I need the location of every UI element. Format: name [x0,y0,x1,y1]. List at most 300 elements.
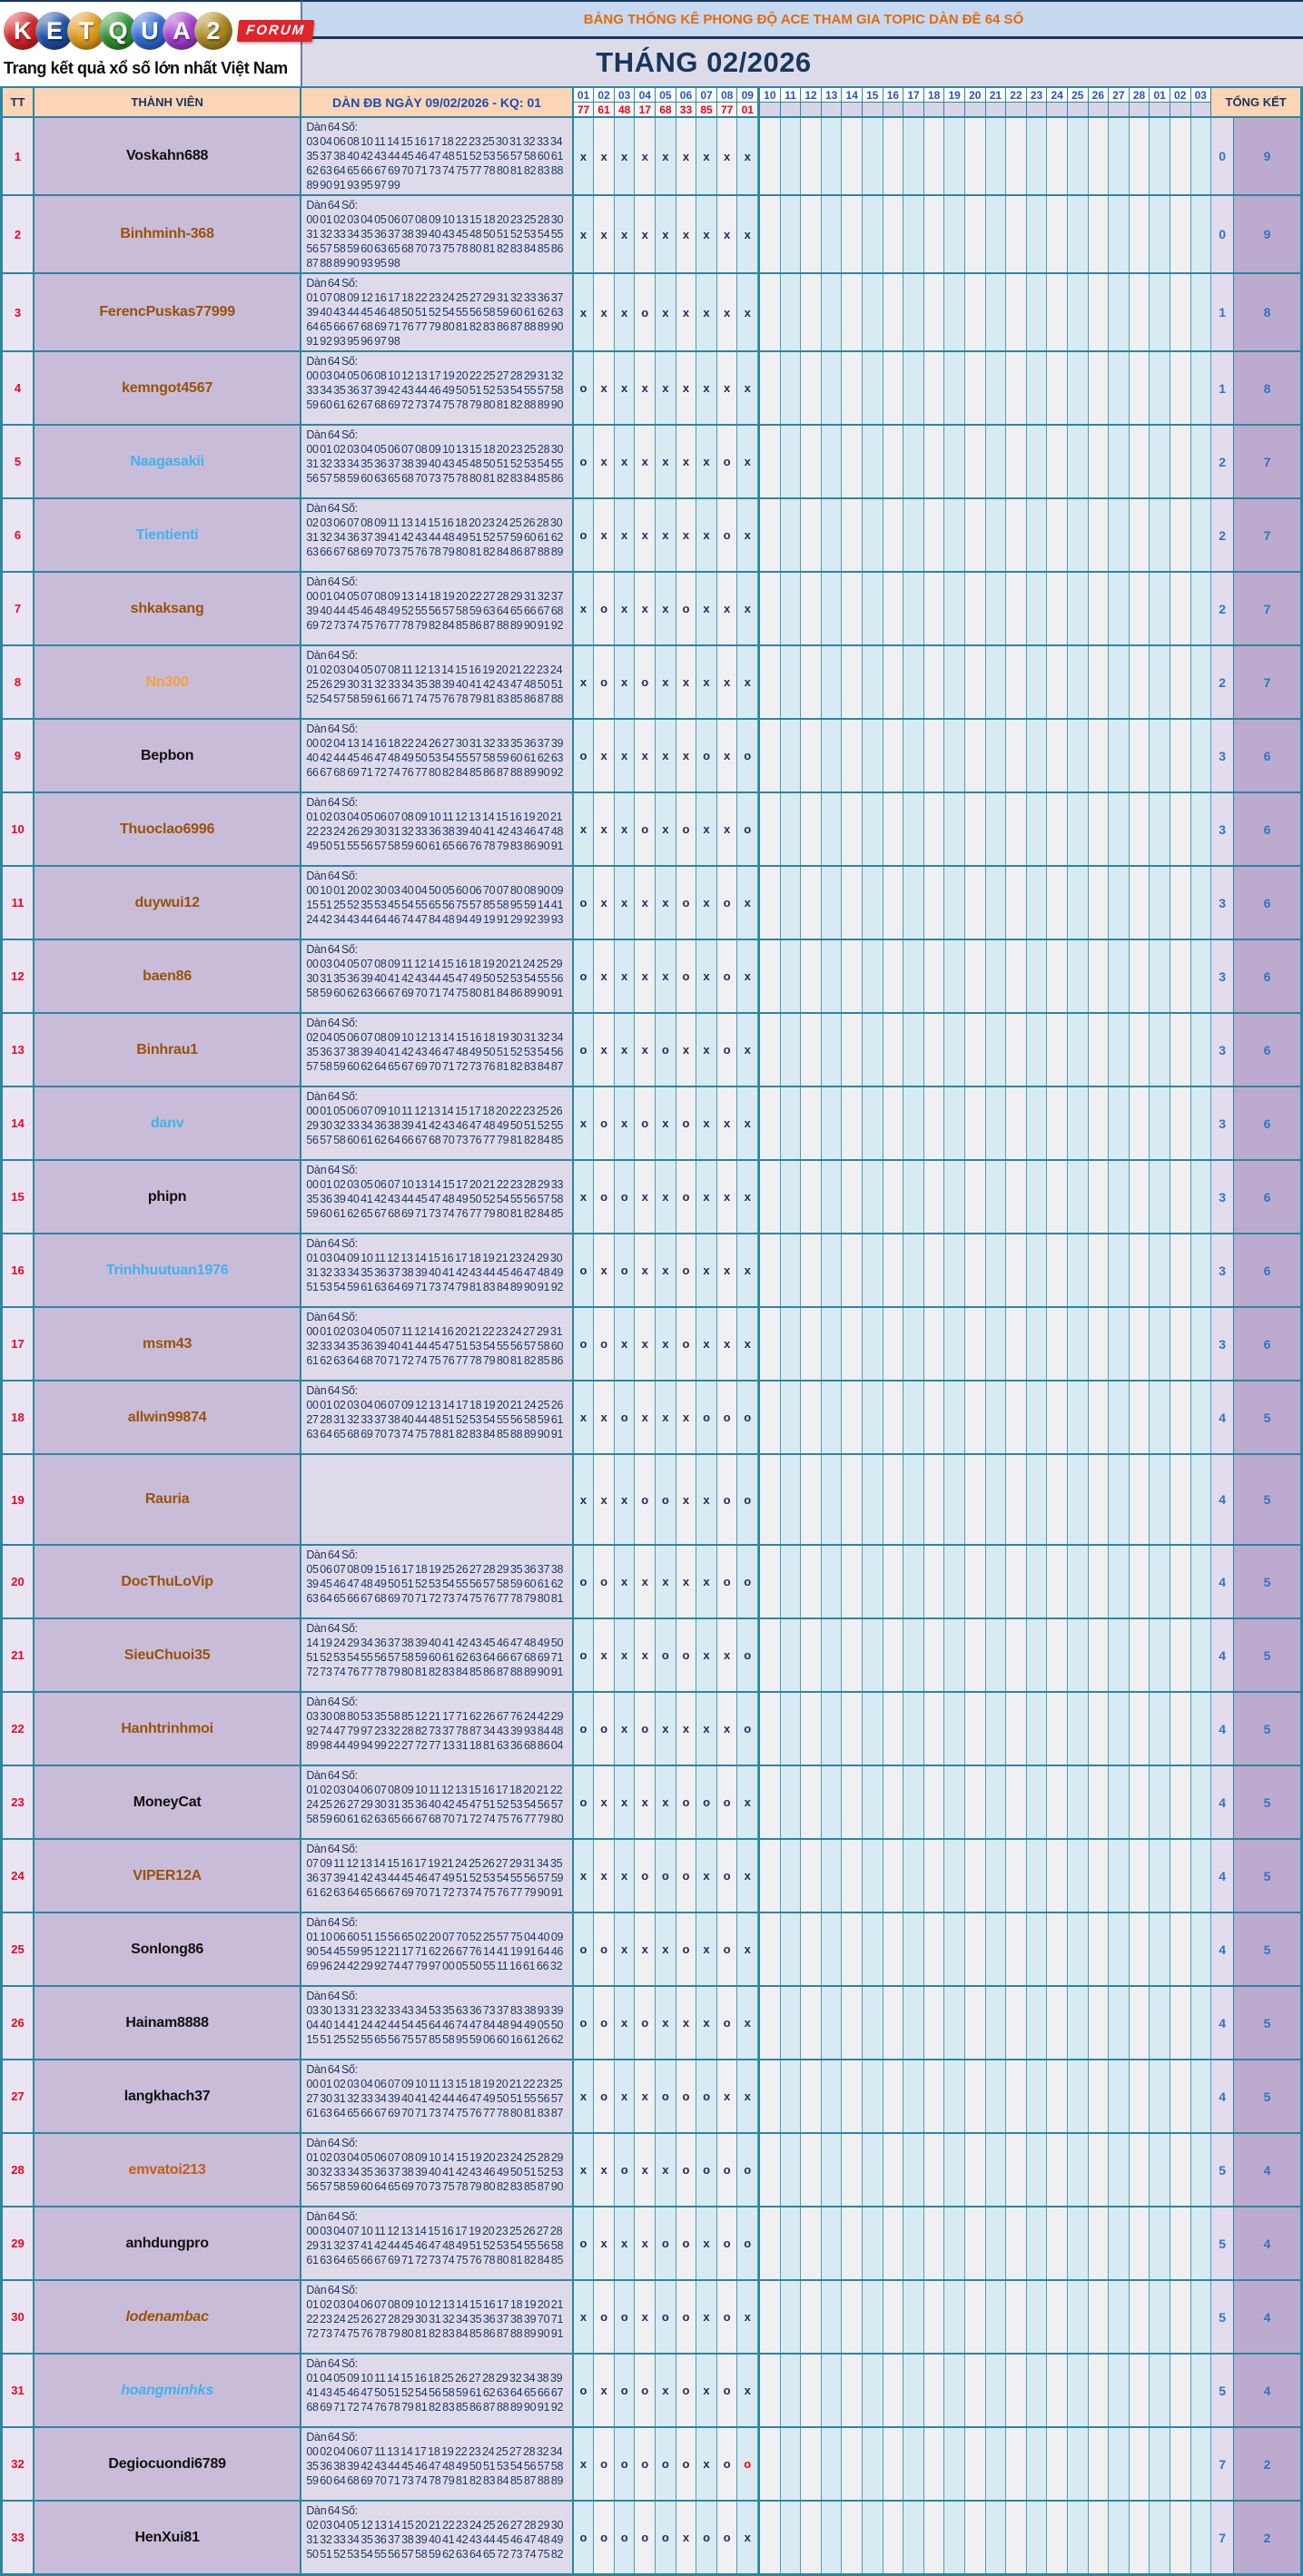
member-name: allwin99874 [127,1409,207,1425]
mark-cell-x: x [696,1840,717,1912]
mark-cell-empty [903,1455,924,1544]
mark-cell-empty [758,2060,781,2132]
forum-badge[interactable]: FORUM [237,20,315,42]
row-index: 25 [3,1913,35,1985]
row-index: 29 [3,2207,35,2279]
mark-cell-x: x [615,867,636,939]
table-row [3,2279,1300,2353]
mark-cell-empty [1150,196,1170,272]
mark-cell-empty [965,1619,986,1691]
mark-cell-empty [781,940,802,1012]
mark-cell-x: x [696,1455,717,1544]
set-line: 14 19 24 29 34 36 37 38 39 40 41 42 43 45 46 47 48 49 50 [306,1637,564,1649]
mark-cell-empty [986,573,1007,644]
mark-cell-empty [924,646,945,718]
mark-cell-empty [1150,1014,1170,1086]
mark-cell-x: x [594,1234,615,1306]
mark-cell-empty [986,352,1007,424]
set-line: 39 40 43 44 45 46 48 50 51 52 54 55 56 58 59 60 61 62 63 [306,306,564,319]
mark-cell-x: x [676,1381,697,1453]
number-set-cell [301,2355,573,2426]
mark-cell-x: x [696,940,717,1012]
marks-strip [574,1308,1212,1380]
mark-cell-empty [801,720,822,791]
member-cell [35,499,301,571]
kq-value-cell [801,103,822,116]
mark-cell-empty [1089,118,1110,194]
mark-cell-empty [1047,1840,1068,1912]
number-set-cell [301,499,573,571]
mark-cell-empty [781,1913,802,1985]
set-line: 61 63 64 65 66 67 69 71 72 73 74 75 76 78 80 81 82 84 85 [306,2254,564,2266]
mark-cell-x: x [635,118,656,194]
mark-cell-empty [781,426,802,497]
mark-cell-empty [1170,720,1191,791]
mark-cell-empty [883,940,904,1012]
mark-cell-empty [965,1455,986,1544]
mark-cell-empty [822,2134,843,2206]
row-index: 15 [3,1161,35,1233]
mark-cell-empty [965,1234,986,1306]
mark-cell-empty [1150,352,1170,424]
mark-cell-o: o [574,1766,595,1838]
mark-cell-x: x [696,1693,717,1765]
mark-cell-empty [1068,2355,1089,2426]
mark-cell-empty [801,426,822,497]
mark-cell-empty [883,1987,904,2059]
mark-cell-empty [1068,352,1089,424]
mark-cell-empty [1006,1766,1027,1838]
mark-cell-empty [1130,573,1150,644]
kq-value-cell: 17 [635,103,656,116]
mark-cell-empty [1130,1161,1150,1233]
number-set-cell [301,793,573,865]
mark-cell-empty [986,646,1007,718]
mark-cell-empty [883,2134,904,2206]
mark-cell-o: o [656,1014,676,1086]
mark-cell-empty [986,2134,1007,2206]
hit-count: 5 [1234,1619,1300,1691]
mark-cell-empty [883,793,904,865]
table-row [3,116,1300,194]
mark-cell-empty [1027,2428,1048,2500]
miss-count: 1 [1211,274,1234,350]
mark-cell-empty [1109,573,1130,644]
set-line: 03 30 08 80 53 35 58 85 12 21 17 71 62 26 67 76 24 42 29 [306,1710,564,1723]
mark-cell-empty [924,2060,945,2132]
kq-value-cell [944,103,965,116]
table-row [3,2353,1300,2426]
mark-cell-empty [758,1619,781,1691]
marks-strip [574,1913,1212,1985]
miss-count: 2 [1211,646,1234,718]
mark-cell-empty [944,720,965,791]
member-name: SieuChuoi35 [123,1647,211,1663]
kq-value-cell [781,103,802,116]
set-line: 31 32 33 34 35 36 37 38 39 40 43 45 48 50 51 52 53 54 55 [306,228,564,241]
mark-cell-x: x [574,2428,595,2500]
mark-cell-empty [1150,499,1170,571]
mark-cell-o: o [717,1913,738,1985]
member-cell [35,1308,301,1380]
hit-count: 2 [1234,2502,1300,2573]
mark-cell-empty [1027,1766,1048,1838]
mark-cell-empty [1170,2281,1191,2353]
mark-cell-x: x [635,2134,656,2206]
mark-cell-empty [758,426,781,497]
mark-cell-o: o [717,2134,738,2206]
set-label: Dàn 64 Số: [306,2504,358,2517]
kq-value-cell [758,103,781,116]
set-label: Dàn 64 Số: [306,1990,358,2002]
mark-cell-empty [1068,1381,1089,1453]
mark-cell-o: o [594,2060,615,2132]
set-line: 00 03 04 05 07 08 09 11 12 14 15 16 18 19 20 21 24 25 29 [306,958,563,970]
mark-cell-empty [924,1381,945,1453]
mark-cell-empty [822,2355,843,2426]
mark-cell-o: o [574,1308,595,1380]
hit-count: 2 [1234,2428,1300,2500]
mark-cell-empty [883,1381,904,1453]
mark-cell-empty [758,720,781,791]
mark-cell-empty [1130,1619,1150,1691]
marks-strip [574,1455,1212,1544]
mark-cell-empty [1089,274,1110,350]
set-line: 00 01 02 03 04 05 06 07 08 09 10 13 15 18 20 23 25 28 30 [306,443,564,456]
mark-cell-empty [781,352,802,424]
mark-cell-empty [1191,274,1212,350]
mark-cell-empty [1109,1234,1130,1306]
mark-cell-o: o [656,1840,676,1912]
kq-value-cell: 68 [656,103,676,116]
set-line: 00 01 02 03 04 06 07 09 10 11 13 15 18 19 20 21 22 23 25 [306,2078,563,2090]
mark-cell-empty [1170,1087,1191,1159]
mark-cell-empty [965,2428,986,2500]
mark-cell-empty [1170,1840,1191,1912]
mark-cell-empty [924,2281,945,2353]
mark-cell-empty [1047,2060,1068,2132]
set-line: 03 30 13 31 23 32 33 43 34 53 35 63 36 73 37 83 38 93 39 [306,2004,564,2017]
mark-cell-empty [944,2502,965,2573]
row-index: 18 [3,1381,35,1453]
table-row [3,272,1300,350]
mark-cell-x: x [574,274,595,350]
mark-cell-x: x [656,867,676,939]
table-row [3,2059,1300,2132]
set-line: 35 36 38 39 42 43 44 45 46 47 48 49 50 51 53 54 56 57 58 [306,2460,564,2473]
member-name: Hanhtrinhmoi [121,1720,213,1736]
mark-cell-x: x [635,1766,656,1838]
mark-cell-empty [758,940,781,1012]
marks-strip [574,1381,1212,1453]
mark-cell-empty [1006,573,1027,644]
mark-cell-empty [842,646,863,718]
mark-cell-empty [1047,2281,1068,2353]
mark-cell-empty [1170,1913,1191,1985]
mark-cell-empty [758,2502,781,2573]
member-cell [35,2207,301,2279]
mark-cell-empty [883,867,904,939]
mark-cell-empty [1170,1546,1191,1617]
mark-cell-empty [1027,2281,1048,2353]
mark-cell-x: x [656,646,676,718]
mark-cell-o: o [676,1234,697,1306]
mark-cell-empty [1027,196,1048,272]
mark-cell-x: x [737,2281,758,2353]
mark-cell-empty [1170,2355,1191,2426]
set-line: 36 37 39 41 42 43 44 45 46 47 49 51 52 53 54 55 56 57 59 [306,1872,564,1884]
mark-cell-x: x [656,1308,676,1380]
mark-cell-empty [781,118,802,194]
mark-cell-empty [1109,1840,1130,1912]
mark-cell-empty [1047,1913,1068,1985]
mark-cell-x: x [676,1455,697,1544]
member-cell [35,2428,301,2500]
mark-cell-empty [903,2428,924,2500]
mark-cell-x: x [635,867,656,939]
mark-cell-empty [1150,1987,1170,2059]
mark-cell-empty [1130,1546,1150,1617]
mark-cell-empty [986,2355,1007,2426]
number-set-cell [301,2060,573,2132]
mark-cell-x: x [635,2207,656,2279]
mark-cell-empty [1150,2134,1170,2206]
table-row [3,865,1300,939]
mark-cell-empty [883,196,904,272]
mark-cell-empty [1006,352,1027,424]
number-set-cell [301,352,573,424]
mark-cell-empty [903,1546,924,1617]
mark-cell-empty [1191,646,1212,718]
mark-cell-o: o [594,1087,615,1159]
hit-count: 5 [1234,1546,1300,1617]
miss-count: 5 [1211,2134,1234,2206]
mark-cell-empty [883,274,904,350]
mark-cell-x: x [656,274,676,350]
mark-cell-empty [1089,196,1110,272]
mark-cell-empty [965,2502,986,2573]
mark-cell-empty [781,1234,802,1306]
mark-cell-empty [1068,2134,1089,2206]
mark-cell-x: x [635,1619,656,1691]
mark-cell-empty [781,1766,802,1838]
mark-cell-empty [1027,2502,1048,2573]
mark-cell-empty [781,274,802,350]
mark-cell-o: o [615,2281,636,2353]
mark-cell-empty [924,1913,945,1985]
mark-cell-x: x [696,2207,717,2279]
mark-cell-empty [944,499,965,571]
mark-cell-empty [944,2134,965,2206]
mark-cell-empty [1191,1234,1212,1306]
set-label: Dàn 64 Số: [306,870,358,882]
mark-cell-x: x [615,118,636,194]
day-header-cell: 24 [1047,88,1068,102]
mark-cell-o: o [594,1546,615,1617]
mark-cell-empty [1109,2502,1130,2573]
mark-cell-o: o [615,2134,636,2206]
set-line: 22 23 24 26 29 30 31 32 33 36 38 39 40 41 42 43 46 47 48 [306,825,564,838]
mark-cell-empty [1068,2207,1089,2279]
mark-cell-empty [965,2281,986,2353]
mark-cell-empty [801,1381,822,1453]
mark-cell-o: o [676,1308,697,1380]
member-cell [35,1987,301,2059]
mark-cell-empty [1130,426,1150,497]
mark-cell-o: o [737,793,758,865]
mark-cell-x: x [676,499,697,571]
set-line: 01 02 03 04 06 07 08 09 10 11 12 13 15 16 17 18 20 21 22 [306,1784,563,1796]
mark-cell-x: x [737,1087,758,1159]
site-logo[interactable] [0,0,306,86]
mark-cell-x: x [676,2502,697,2573]
mark-cell-empty [1089,1987,1110,2059]
mark-cell-empty [842,1161,863,1233]
mark-cell-empty [842,499,863,571]
kq-result-row [574,103,1212,116]
marks-strip [574,2281,1212,2353]
mark-cell-o: o [635,274,656,350]
mark-cell-x: x [635,499,656,571]
mark-cell-empty [1150,1619,1170,1691]
mark-cell-x: x [615,2207,636,2279]
mark-cell-empty [863,1087,883,1159]
header-member: THÀNH VIÊN [35,88,301,116]
mark-cell-o: o [676,867,697,939]
mark-cell-empty [883,1546,904,1617]
mark-cell-o: o [676,2134,697,2206]
table-row [3,644,1300,718]
mark-cell-empty [986,274,1007,350]
set-line: 00 01 04 05 07 08 09 13 14 18 19 20 22 27 28 29 31 32 37 [306,590,564,603]
mark-cell-empty [1027,793,1048,865]
table-row [3,194,1300,272]
mark-cell-empty [781,2207,802,2279]
member-name: shkaksang [130,600,204,616]
mark-cell-o: o [696,720,717,791]
member-name: FerencPuskas77999 [99,304,235,320]
mark-cell-empty [1109,196,1130,272]
mark-cell-x: x [615,940,636,1012]
day-header-cell: 23 [1027,88,1048,102]
marks-strip [574,793,1212,865]
mark-cell-x: x [635,940,656,1012]
mark-cell-empty [1068,2060,1089,2132]
mark-cell-x: x [737,646,758,718]
mark-cell-empty [1089,1619,1110,1691]
mark-cell-x: x [615,1087,636,1159]
table-row [3,1453,1300,1544]
mark-cell-empty [903,720,924,791]
mark-cell-x: x [696,426,717,497]
row-index: 2 [3,196,35,272]
mark-cell-empty [842,1987,863,2059]
mark-cell-empty [822,2060,843,2132]
miss-count: 4 [1211,1455,1234,1544]
mark-cell-o: o [717,1840,738,1912]
set-line: 01 04 05 09 10 11 14 15 16 18 25 26 27 28 29 32 34 38 39 [306,2372,563,2384]
mark-cell-empty [842,1014,863,1086]
mark-cell-empty [863,274,883,350]
mark-cell-empty [1130,720,1150,791]
mark-cell-empty [1068,1161,1089,1233]
table-row [3,1380,1300,1453]
mark-cell-empty [965,196,986,272]
marks-strip [574,118,1212,194]
mark-cell-empty [903,426,924,497]
mark-cell-empty [1027,2355,1048,2426]
mark-cell-empty [842,274,863,350]
mark-cell-empty [965,2134,986,2206]
set-line: 01 02 03 04 05 07 08 11 12 13 14 15 16 19 20 21 22 23 24 [306,664,563,676]
mark-cell-empty [1006,2207,1027,2279]
mark-cell-empty [944,2355,965,2426]
mark-cell-empty [965,1546,986,1617]
set-label: Dàn 64 Số: [306,2284,358,2296]
mark-cell-x: x [737,196,758,272]
mark-cell-o: o [676,1161,697,1233]
set-label: Dàn 64 Số: [306,1090,358,1103]
mark-cell-empty [781,1455,802,1544]
mark-cell-empty [1130,499,1150,571]
mark-cell-empty [1047,2502,1068,2573]
hit-count: 6 [1234,940,1300,1012]
mark-cell-x: x [615,1619,636,1691]
mark-cell-empty [944,118,965,194]
set-line: 87 88 89 90 93 95 98 [306,257,400,270]
mark-cell-empty [758,1693,781,1765]
mark-cell-empty [944,196,965,272]
day-header-cell: 13 [822,88,843,102]
mark-cell-empty [781,499,802,571]
mark-cell-x: x [696,499,717,571]
mark-cell-o: o [676,2355,697,2426]
mark-cell-empty [1150,1161,1170,1233]
mark-cell-empty [842,793,863,865]
mark-cell-empty [842,1308,863,1380]
mark-cell-empty [842,1455,863,1544]
mark-cell-empty [965,1087,986,1159]
mark-cell-empty [1068,1987,1089,2059]
mark-cell-x: x [594,720,615,791]
mark-cell-x: x [676,646,697,718]
set-line: 00 03 04 05 06 08 10 12 13 17 19 20 22 25 27 28 29 31 32 [306,369,564,382]
mark-cell-o: o [676,1766,697,1838]
day-header-cell: 22 [1006,88,1027,102]
mark-cell-o: o [656,1455,676,1544]
set-line: 00 01 05 06 07 09 10 11 12 13 14 15 17 18 20 22 23 25 26 [306,1105,563,1117]
mark-cell-x: x [656,1546,676,1617]
mark-cell-empty [986,720,1007,791]
set-line: 63 64 65 66 67 68 69 70 71 72 73 74 75 76 77 78 79 80 81 [306,1592,564,1605]
mark-cell-x: x [594,1766,615,1838]
mark-cell-o: o [676,2428,697,2500]
kq-value-cell [1027,103,1048,116]
number-set-cell [301,2134,573,2206]
mark-cell-empty [1089,2428,1110,2500]
member-cell [35,646,301,718]
month-title: THÁNG 02/2026 [596,46,812,78]
set-line: 63 66 67 68 69 70 73 75 76 78 79 80 81 82 84 86 87 88 89 [306,546,564,558]
mark-cell-x: x [676,720,697,791]
mark-cell-x: x [656,1913,676,1985]
mark-cell-empty [822,1087,843,1159]
set-line: 07 09 11 12 13 14 15 16 17 19 21 24 25 26 27 29 31 34 35 [306,1857,563,1870]
mark-cell-empty [801,1913,822,1985]
day-header-cell: 05 [656,88,676,102]
day-number-row [574,88,1212,103]
mark-cell-empty [1130,274,1150,350]
